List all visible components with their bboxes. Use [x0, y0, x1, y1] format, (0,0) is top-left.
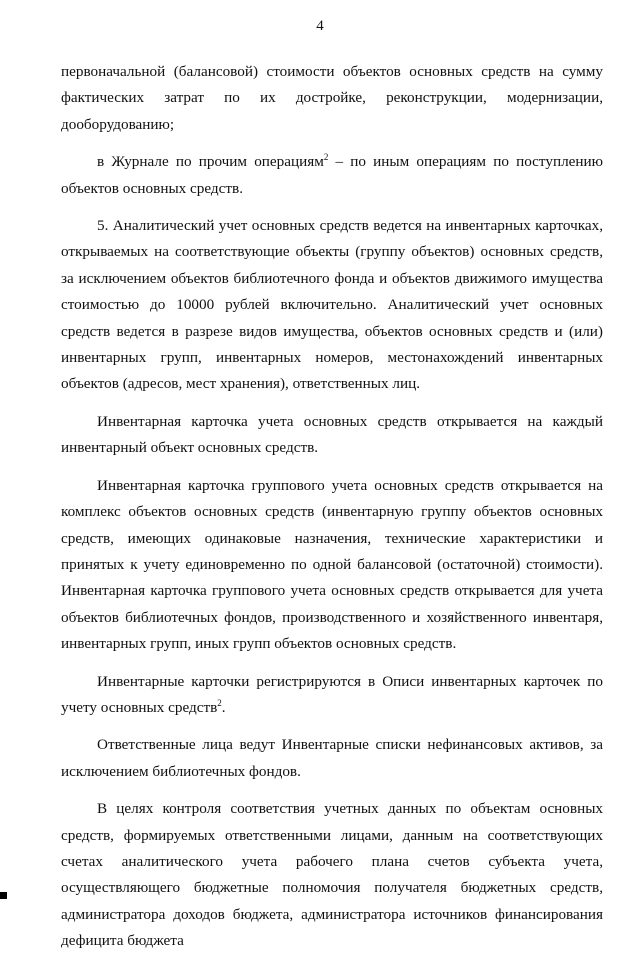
- paragraph-1: первоначальной (балансовой) стоимости объектов основных средств на сумму фактических затрат по их достройке, реконструкции, модернизации, дооборудованию;: [61, 63, 603, 133]
- paragraph-6-text: Инвентарные карточки регистрируются в Описи инвентарных карточек по учету основных средств: [61, 672, 603, 716]
- paragraph-7: Ответственные лица ведут Инвентарные списки нефинансовых активов, за исключением библиотечных фондов.: [61, 736, 603, 780]
- paragraph-2-text-end: – по иным операциям по поступлению объектов основных средств.: [61, 153, 603, 197]
- footnote-ref: 2: [217, 697, 222, 708]
- scan-edge-mark: [0, 892, 7, 899]
- paragraph-2: [61, 149, 603, 202]
- paragraph-5: Инвентарная карточка группового учета основных средств открывается на комплекс объектов основных средств (инвентарную группу объектов основных средств, имеющих одинаковые назначения, технические характеристики и принятых к учету единовременно по одной балансовой (остаточной) стоимости). Инвентарная карточка группового учета основных средств открывается для учета объектов библиотечных фондов, производственного и хозяйственного инвентаря, инвентарных групп, иных групп объектов основных средств.: [61, 476, 603, 653]
- paragraph-4: Инвентарная карточка учета основных средств открывается на каждый инвентарный объект основных средств.: [61, 412, 603, 457]
- paragraph-2-text: в Журнале по прочим операциям: [97, 153, 324, 171]
- paragraph-3: 5. Аналитический учет основных средств ведется на инвентарных карточках, открываемых на соответствующие объекты (группу объектов) основных средств, за исключением объектов библиотечного фонда и объектов движимого имущества стоимостью до 10000 рублей включительно. Аналитический учет основных средств ведется в разрезе видов имущества, объектов основных средств и (или) инвентарных групп, инвентарных номеров, местонахождений инвентарных объектов (адресов, мест хранения), ответственных лиц.: [61, 217, 603, 393]
- paragraph-8: В целях контроля соответствия учетных данных по объектам основных средств, формируемых ответственными лицами, данным на соответствующих счетах аналитического учета рабочего плана счетов субъекта учета, осуществляющего бюджетные полномочия получателя бюджетных средств, администратора доходов бюджета, администратора источников финансирования дефицита бюджета: [61, 800, 603, 950]
- paragraph-6-text-end: .: [221, 698, 226, 716]
- paragraph-6: [61, 669, 603, 722]
- footnote-ref: 2: [323, 152, 329, 163]
- body-text: [61, 59, 603, 955]
- page-number: 4: [316, 18, 324, 34]
